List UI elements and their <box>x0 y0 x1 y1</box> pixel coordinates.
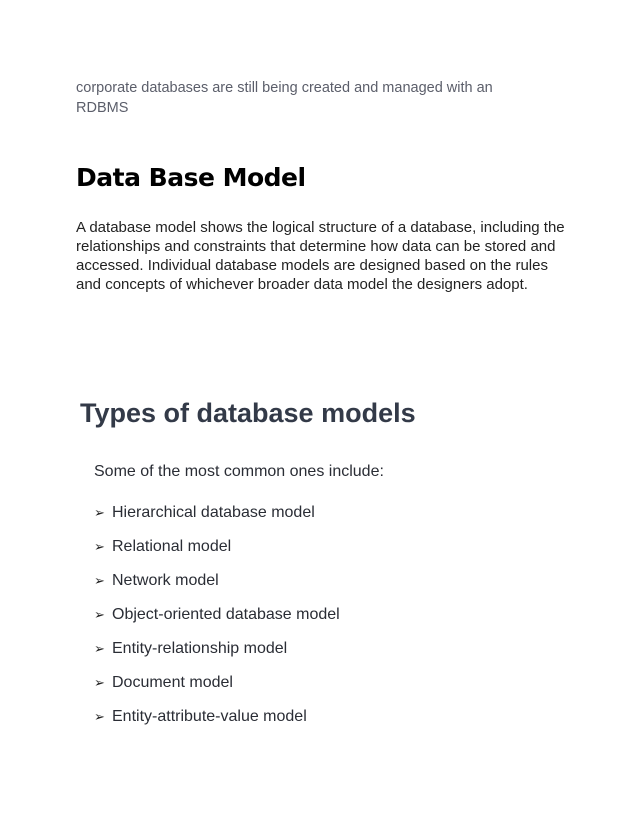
arrow-bullet-icon: ➢ <box>94 539 105 554</box>
list-item <box>94 666 340 700</box>
list-item-label: Entity-relationship model <box>112 640 288 657</box>
arrow-bullet-icon: ➢ <box>94 709 105 724</box>
list-item-label: Network model <box>112 572 219 589</box>
list-item-label: Relational model <box>112 538 232 555</box>
data-base-model-paragraph: A database model shows the logical structure of a database, including the relationships and constraints that determine how data can be stored and accessed. Individual database models are designed based on the rules and concepts of whichever broader data model the designers adopt. <box>76 219 565 293</box>
list-item <box>94 564 340 598</box>
arrow-bullet-icon: ➢ <box>94 607 105 622</box>
section-heading-types-of-database-models: Types of database models <box>80 398 416 428</box>
list-item <box>94 598 340 632</box>
arrow-bullet-icon: ➢ <box>94 505 105 520</box>
list-item <box>94 700 340 734</box>
intro-text: corporate databases are still being created and managed with an RDBMS <box>76 80 493 116</box>
database-model-list <box>94 496 340 734</box>
list-item <box>94 496 340 530</box>
list-lead-text: Some of the most common ones include: <box>94 463 384 480</box>
list-item <box>94 530 340 564</box>
list-item-label: Entity-attribute-value model <box>112 708 307 725</box>
arrow-bullet-icon: ➢ <box>94 675 105 690</box>
section-heading-data-base-model: Data Base Model <box>76 163 306 192</box>
arrow-bullet-icon: ➢ <box>94 573 105 588</box>
list-item <box>94 632 340 666</box>
list-item-label: Object-oriented database model <box>112 606 340 623</box>
list-item-label: Document model <box>112 674 233 691</box>
list-item-label: Hierarchical database model <box>112 504 315 521</box>
arrow-bullet-icon: ➢ <box>94 641 105 656</box>
